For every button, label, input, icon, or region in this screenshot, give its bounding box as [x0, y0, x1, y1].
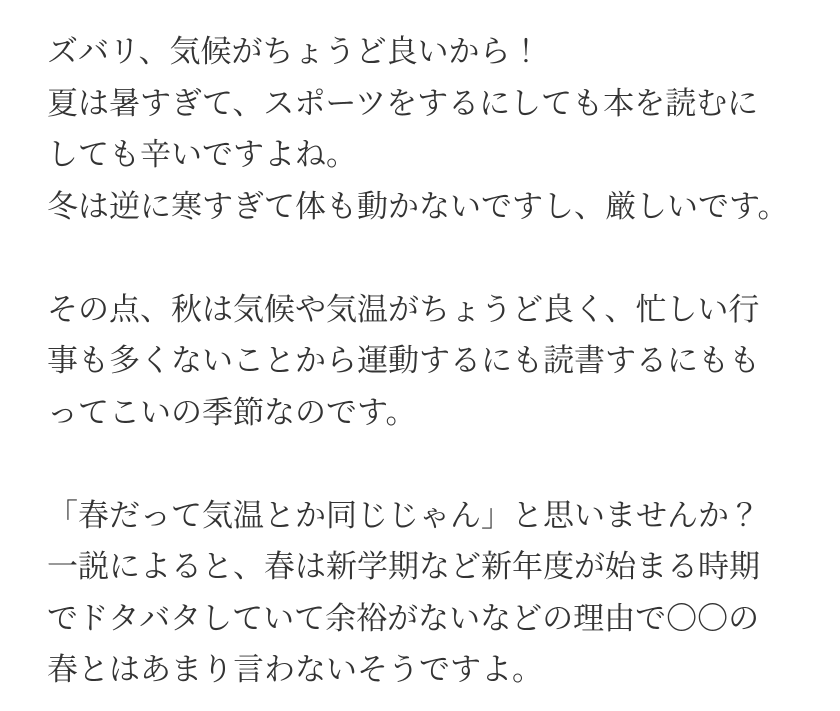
text-line: その点、秋は気候や気温がちょうど良く、忙しい行 [47, 291, 760, 327]
paragraph-spring [47, 490, 800, 696]
text-line: ってこいの季節なのです。 [47, 394, 417, 430]
text-line: ズバリ、気候がちょうど良いから！ [47, 34, 542, 69]
text-line: しても辛いですよね。 [47, 137, 357, 172]
paragraph-climate [47, 26, 800, 232]
text-line: 冬は逆に寒すぎて体も動かないですし、厳しいです。 [47, 188, 789, 224]
text-line: でドタバタしていて余裕がないなどの理由で〇〇の [47, 600, 760, 636]
text-line: 事も多くないことから運動するにも読書するにもも [47, 343, 760, 378]
text-line: 「春だって気温とか同じじゃん」と思いませんか？ [47, 497, 760, 533]
text-line: 一説によると、春は新学期など新年度が始まる時期 [47, 549, 760, 584]
text-line: 春とはあまり言わないそうですよ。 [47, 652, 543, 687]
text-line: 夏は暑すぎて、スポーツをするにしても本を読むに [47, 85, 759, 121]
paragraph-autumn [47, 284, 800, 439]
